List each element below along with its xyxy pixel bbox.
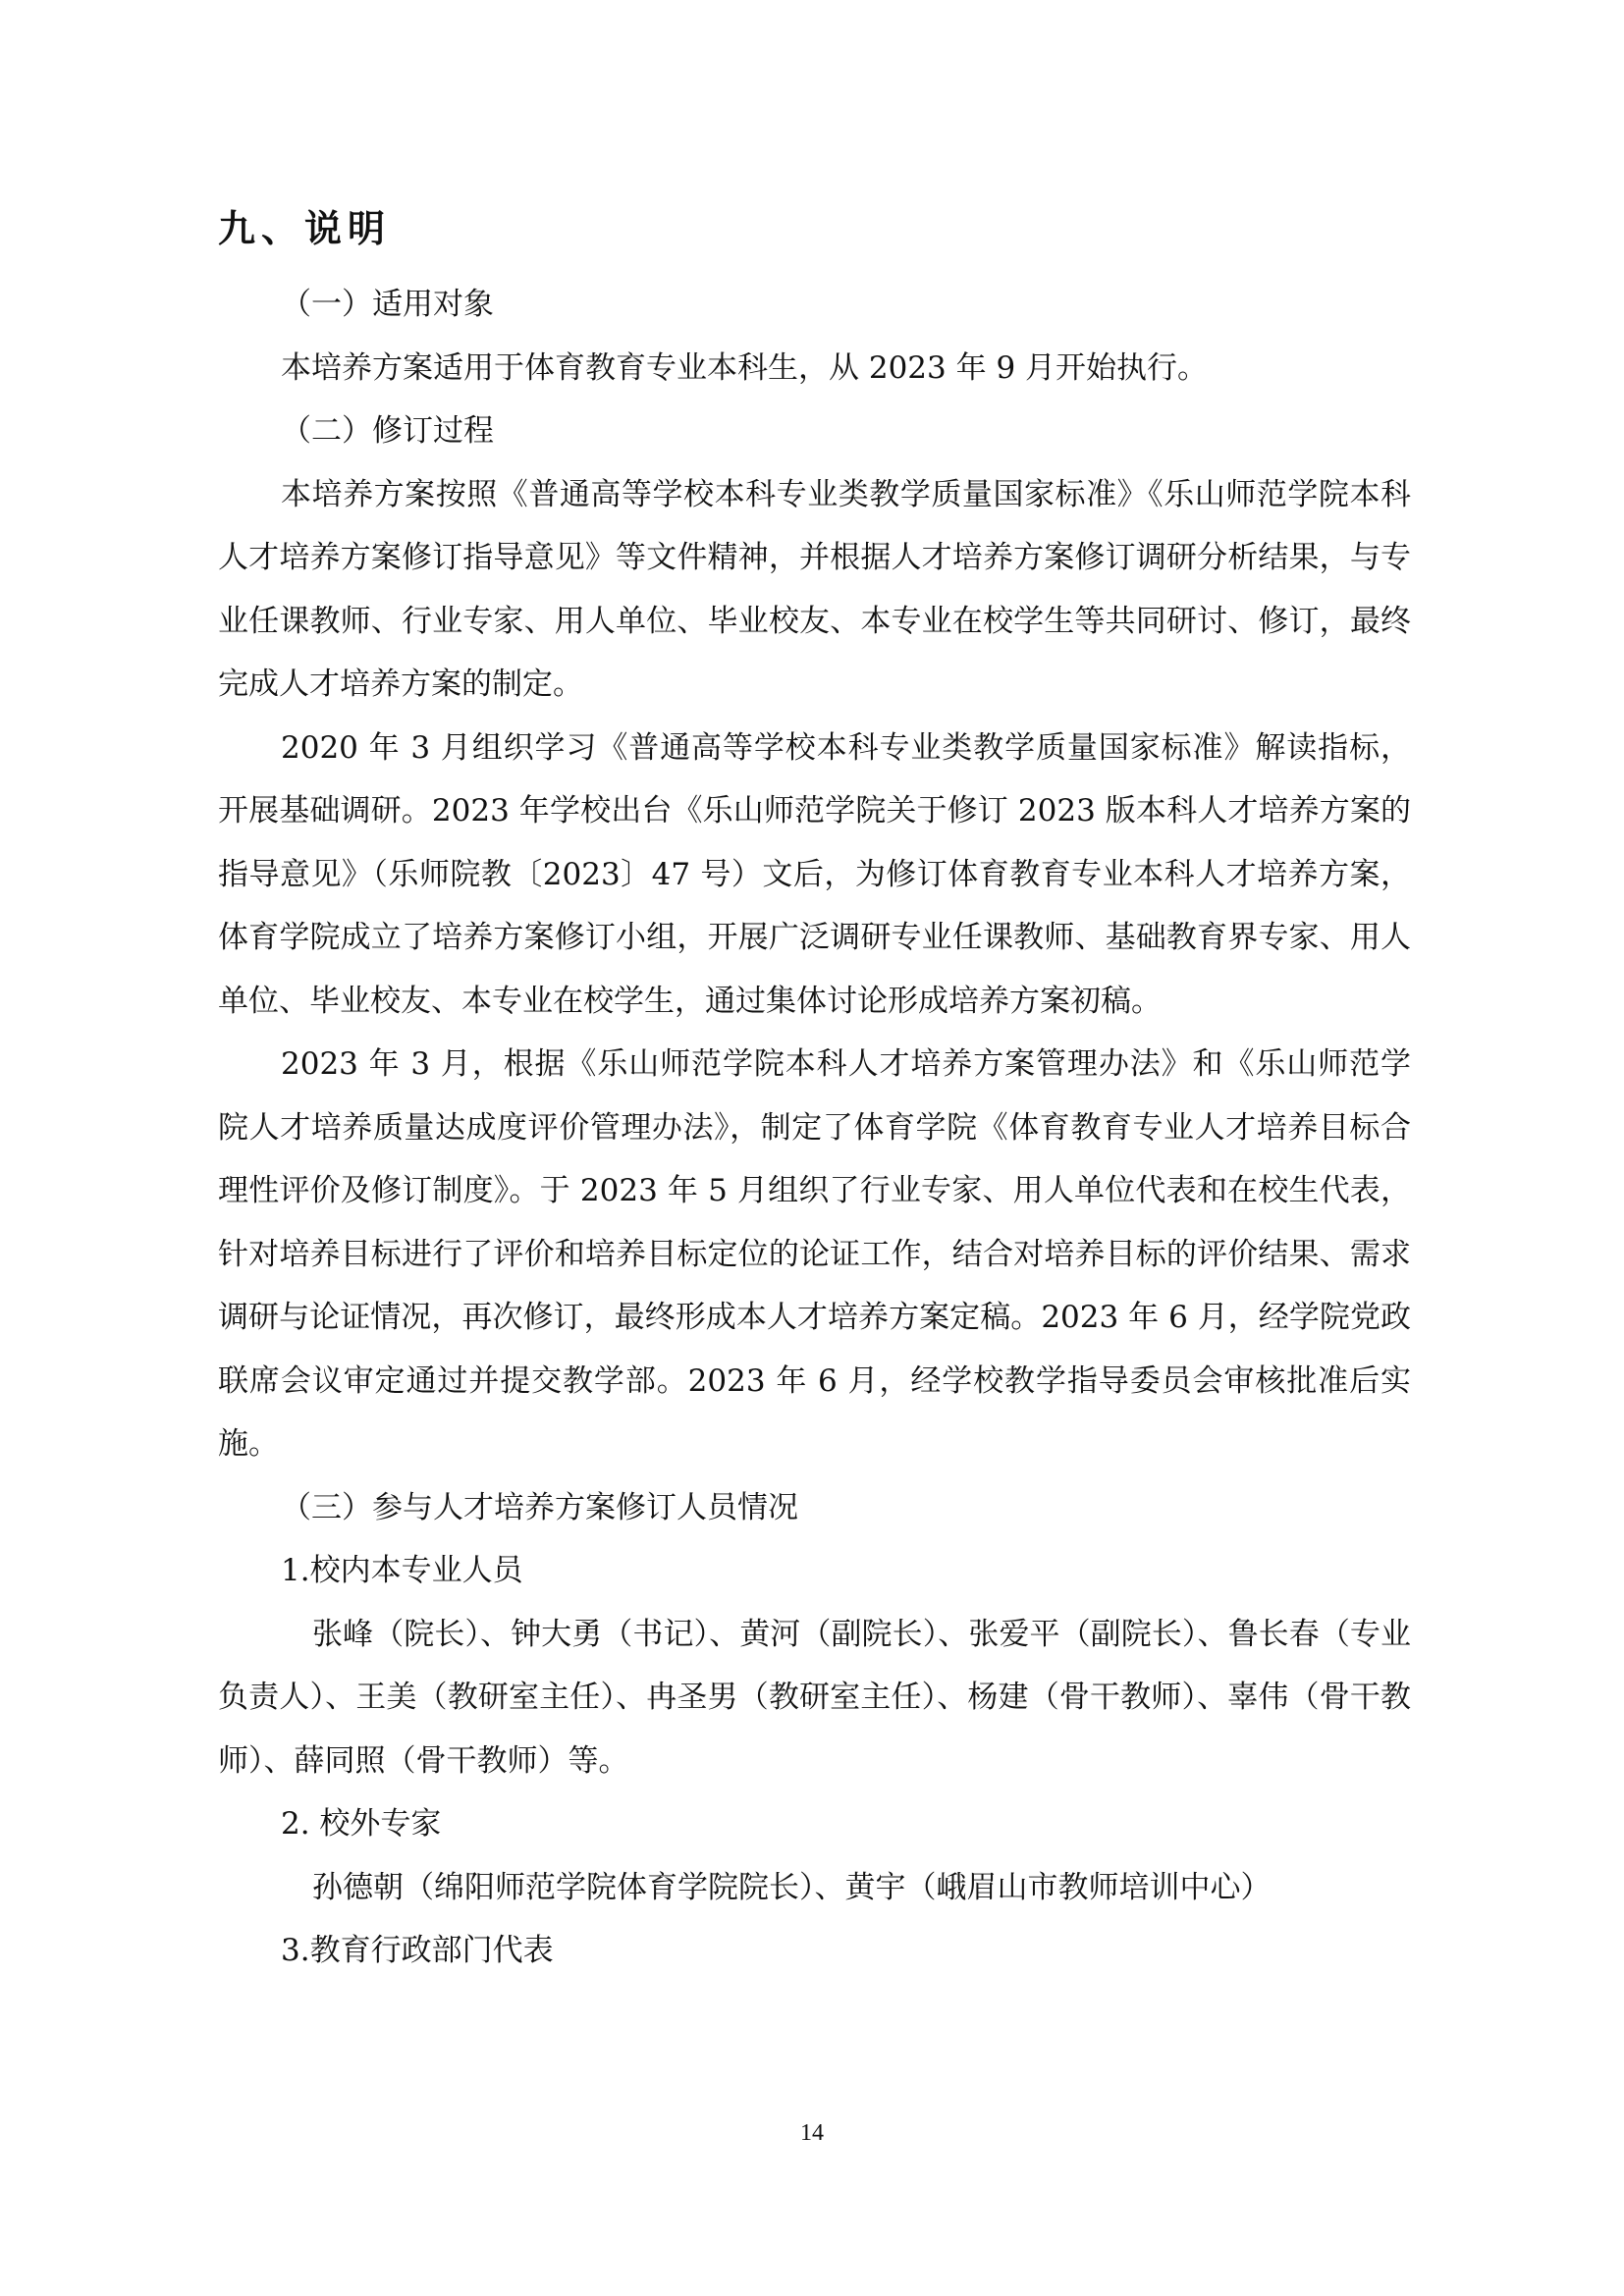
- subsection-title-applicable-objects: （一）适用对象: [281, 287, 494, 322]
- participants-internal-staff: 张峰（院长）、钟大勇（书记）、黄河（副院长）、张爱平（副院长）、鲁长春（专业负责人）、王美（教研室主任）、冉圣男（教研室主任）、杨建（骨干教师）、辜伟（骨干教师）、薛同照（骨干教师）等。: [218, 1616, 1411, 1779]
- subsection-title-revision-process: （二）修订过程: [281, 413, 494, 449]
- paragraph-applicable-objects: 本培养方案适用于体育教育专业本科生，从 2023 年 9 月开始执行。: [281, 349, 1209, 386]
- list-item-education-admin: 3.教育行政部门代表: [281, 1933, 554, 1968]
- paragraph-revision-basis: 本培养方案按照《普通高等学校本科专业类教学质量国家标准》《乐山师范学院本科人才培养方案修订指导意见》等文件精神，并根据人才培养方案修订调研分析结果，与专业任课教师、行业专家、用人单位、毕业校友、本专业在校学生等共同研讨、修订，最终完成人才培养方案的制定。: [218, 476, 1411, 702]
- paragraph-revision-2020: 2020 年 3 月组织学习《普通高等学校本科专业类教学质量国家标准》解读指标，开展基础调研。2023 年学校出台《乐山师范学院关于修订 2023 版本科人才培养方案的指导意见》（乐师院教〔2023〕47 号）文后，为修订体育教育专业本科人才培养方案，体育学院成立了培养方案修订小组，开展广泛调研专业任课教师、基础教育界专家、用人单位、毕业校友、本专业在校学生，通过集体讨论形成培养方案初稿。: [218, 729, 1411, 1019]
- participants-external-experts: 孙德朝（绵阳师范学院体育学院院长）、黄宇（峨眉山市教师培训中心）: [312, 1869, 1272, 1905]
- list-item-internal-staff: 1.校内本专业人员: [281, 1553, 523, 1588]
- section-body: [218, 273, 1411, 1983]
- paragraph-revision-2023: 2023 年 3 月，根据《乐山师范学院本科人才培养方案管理办法》和《乐山师范学院人才培养质量达成度评价管理办法》，制定了体育学院《体育教育专业人才培养目标合理性评价及修订制度》。于 2023 年 5 月组织了行业专家、用人单位代表和在校生代表，针对培养目标进行了评价和培养目标定位的论证工作，结合对培养目标的评价结果、需求调研与论证情况，再次修订，最终形成本人才培养方案定稿。2023 年 6 月，经学院党政联席会议审定通过并提交教学部。2023 年 6 月，经学校教学指导委员会审核批准后实施。: [218, 1046, 1411, 1462]
- list-item-external-experts: 2. 校外专家: [281, 1806, 442, 1842]
- page-number: 14: [800, 2120, 824, 2146]
- section-heading: 九、说明: [218, 207, 392, 250]
- subsection-title-participants: （三）参与人才培养方案修订人员情况: [281, 1489, 798, 1525]
